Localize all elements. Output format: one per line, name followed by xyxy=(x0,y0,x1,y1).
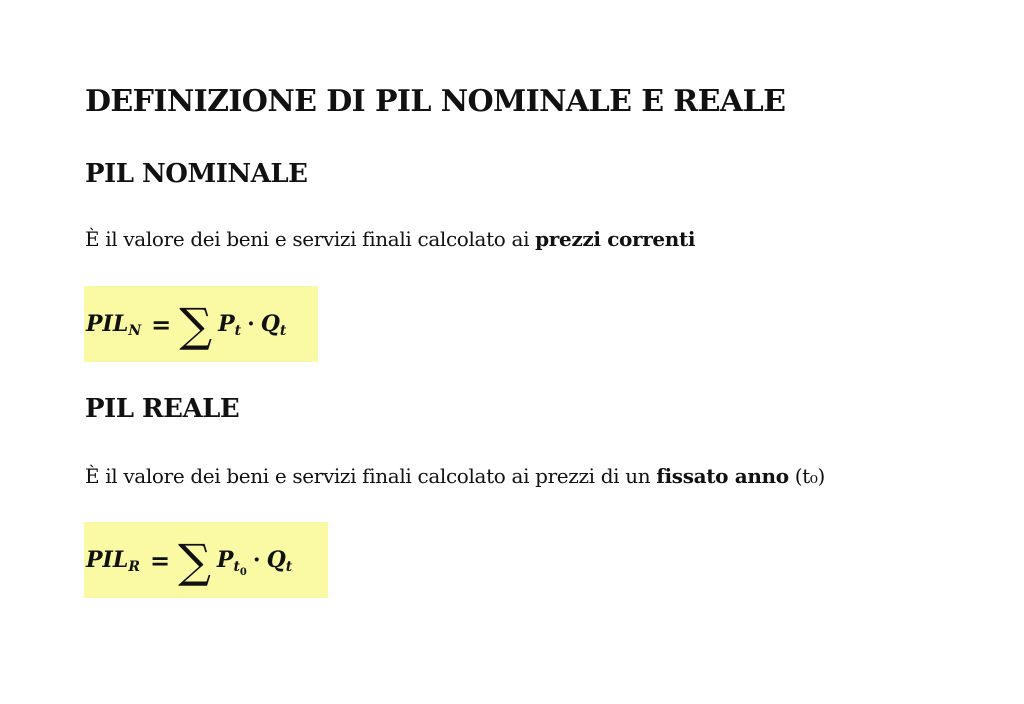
page-title: DEFINIZIONE DI PIL NOMINALE E REALE xyxy=(85,84,786,119)
definition-text: È il valore dei beni e servizi finali calcolato ai prezzi di un xyxy=(85,464,657,488)
definition-pil-nominale xyxy=(85,227,695,251)
formula-box-pil-nominale xyxy=(84,286,318,362)
formula-price-subsubscript: 0 xyxy=(239,567,247,578)
summation-symbol: ∑ xyxy=(179,298,213,352)
section-heading-pil-reale: PIL REALE xyxy=(85,394,240,424)
formula-quantity-subscript: t xyxy=(279,323,287,339)
formula-equals: = xyxy=(151,309,172,339)
formula-multiply-dot: · xyxy=(252,547,261,573)
definition-pil-reale xyxy=(85,464,825,488)
formula-quantity-subscript: t xyxy=(285,559,293,575)
formula-lhs-subscript: N xyxy=(128,323,142,339)
formula-quantity: Q xyxy=(266,547,286,573)
formula-price-subscript-t: t xyxy=(233,559,240,575)
formula-box-pil-reale xyxy=(84,522,328,598)
formula-lhs: PIL xyxy=(86,547,129,573)
definition-bold-text: fissato anno xyxy=(656,464,789,488)
formula-price-subscript xyxy=(233,559,247,578)
formula-pil-reale xyxy=(84,534,293,588)
definition-bold-text: prezzi correnti xyxy=(535,227,696,251)
formula-price-subscript: t xyxy=(234,323,242,339)
summation-symbol: ∑ xyxy=(178,534,211,588)
formula-multiply-dot: · xyxy=(247,311,255,337)
formula-lhs: PIL xyxy=(86,311,129,337)
formula-equals: = xyxy=(149,545,171,575)
formula-price: P xyxy=(218,311,235,337)
section-heading-pil-nominale: PIL NOMINALE xyxy=(85,159,308,189)
formula-quantity: Q xyxy=(260,311,280,337)
formula-pil-nominale xyxy=(84,298,287,352)
formula-lhs-subscript: R xyxy=(128,559,140,575)
definition-text-tail: (t₀) xyxy=(788,464,825,488)
definition-text: È il valore dei beni e servizi finali calcolato ai xyxy=(85,227,536,251)
formula-price: P xyxy=(216,547,234,573)
